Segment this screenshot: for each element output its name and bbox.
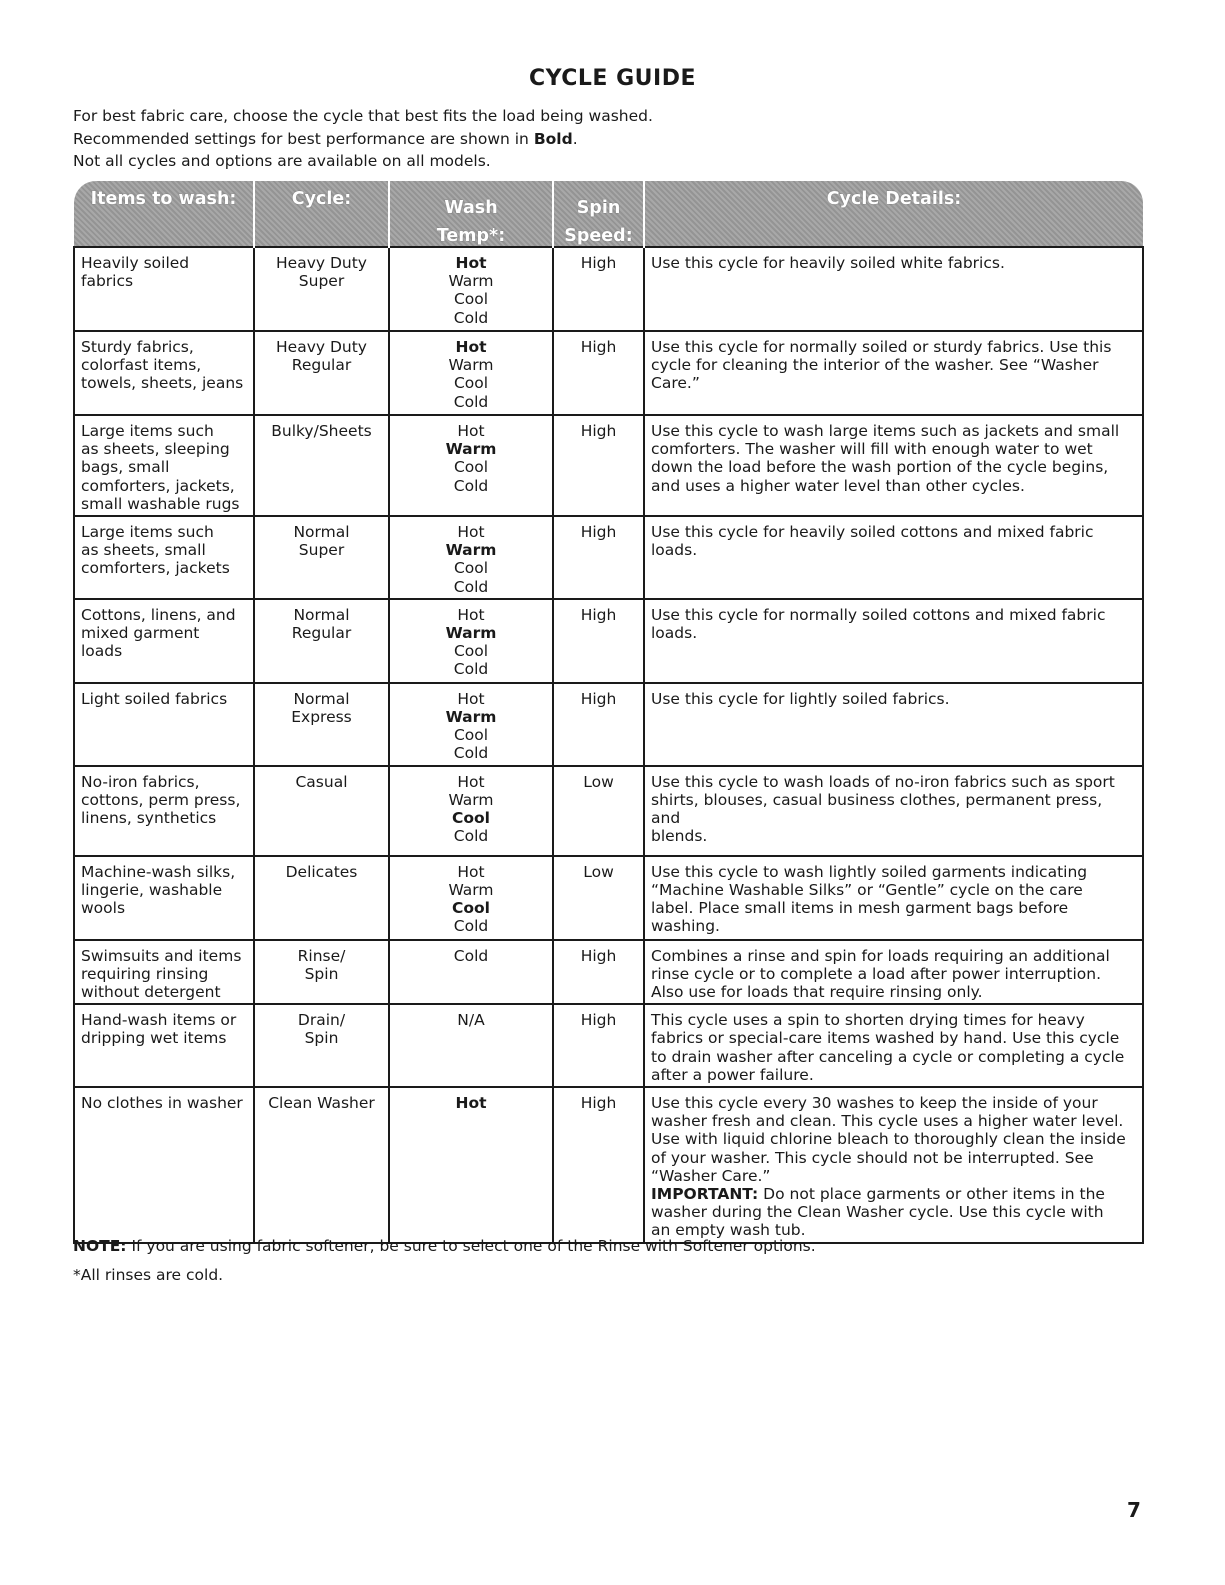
cycle-details-cell: [644, 1087, 1143, 1243]
temp-option: Warm: [448, 272, 494, 291]
spin-speed-cell: High: [553, 1087, 644, 1243]
cycle-line: Heavy Duty: [276, 338, 367, 356]
table-row: [74, 1087, 1143, 1243]
intro-line-1: For best fabric care, choose the cycle that best fits the load being washed.: [73, 107, 653, 125]
temp-option: Warm: [445, 440, 497, 459]
cycle-cell: [254, 940, 389, 1005]
items-line: comforters, jackets,: [81, 476, 235, 495]
details-line: loads.: [651, 624, 698, 643]
items-line: colorfast items,: [81, 356, 202, 375]
details-line: Combines a rinse and spin for loads requiring an additional: [651, 946, 1110, 965]
details-line: cycle for cleaning the interior of the washer. See “Washer: [651, 356, 1099, 375]
temp-option: Cool: [453, 642, 489, 661]
cycle-cell: [254, 1087, 389, 1243]
details-line: Use this cycle every 30 washes to keep the inside of your: [651, 1094, 1098, 1113]
cycle-cell: [254, 599, 389, 683]
items-line: Swimsuits and items: [81, 946, 242, 965]
details-line: blends.: [651, 827, 708, 846]
table-row: [74, 415, 1143, 516]
header-cycle: Cycle:: [254, 181, 389, 247]
cycle-line: Casual: [295, 772, 348, 791]
spin-speed-cell: High: [553, 1004, 644, 1087]
wash-temp-cell: [389, 856, 553, 940]
temp-option: Warm: [445, 708, 497, 727]
details-line: Use this cycle for normally soiled or sturdy fabrics. Use this: [651, 338, 1112, 356]
intro-line-3: Not all cycles and options are available on all models.: [73, 152, 491, 170]
table-row: [74, 683, 1143, 766]
items-cell: [74, 940, 254, 1005]
cycle-cell: [254, 683, 389, 766]
temp-option: Cold: [453, 476, 489, 495]
items-line: linens, synthetics: [81, 809, 217, 828]
page-number: 7: [1127, 1498, 1141, 1522]
details-line: Use this cycle for heavily soiled white fabrics.: [651, 254, 1005, 272]
details-line: Use this cycle to wash lightly soiled garments indicating: [651, 862, 1088, 881]
temp-option: Warm: [448, 790, 494, 809]
details-line: Use this cycle for lightly soiled fabrics.: [651, 689, 950, 708]
cycle-line: Super: [298, 541, 345, 560]
spin-speed-cell: High: [553, 247, 644, 331]
details-line: washer fresh and clean. This cycle uses a higher water level.: [651, 1112, 1124, 1131]
items-line: Machine-wash silks,: [81, 862, 236, 881]
details-line: Use this cycle for normally soiled cottons and mixed fabric: [651, 605, 1106, 624]
cycle-line: Delicates: [285, 862, 358, 881]
temp-option: Hot: [455, 1094, 487, 1113]
items-line: lingerie, washable: [81, 880, 223, 899]
temp-option: Hot: [457, 862, 485, 881]
items-line: Sturdy fabrics,: [81, 338, 194, 356]
details-line: Use this cycle to wash loads of no-iron fabrics such as sport: [651, 772, 1115, 791]
items-cell: [74, 1087, 254, 1243]
table-row: [74, 856, 1143, 940]
cycle-line: Spin: [304, 1029, 339, 1048]
temp-option: Warm: [448, 356, 494, 375]
items-cell: [74, 856, 254, 940]
header-spin-speed: Spin Speed:: [553, 181, 644, 247]
wash-temp-cell: [389, 415, 553, 516]
temp-option: Cold: [453, 917, 489, 936]
cycle-cell: [254, 247, 389, 331]
cycle-line: Spin: [304, 964, 339, 983]
cycle-cell: [254, 766, 389, 856]
items-cell: [74, 766, 254, 856]
items-line: loads: [81, 642, 123, 661]
table-row: [74, 247, 1143, 331]
cycle-details-cell: [644, 766, 1143, 856]
important-text: Do not place garments or other items in the: [763, 1185, 1105, 1204]
temp-option: Cool: [452, 809, 490, 828]
details-line: and uses a higher water level than other cycles.: [651, 476, 1025, 495]
details-line: after a power failure.: [651, 1065, 814, 1084]
details-line: of your washer. This cycle should not be interrupted. See: [651, 1148, 1094, 1167]
cycle-guide-table: [73, 181, 1144, 1244]
cycle-line: Super: [298, 272, 345, 291]
wash-temp-cell: [389, 766, 553, 856]
intro-line-2-prefix: Recommended settings for best performance are shown in: [73, 129, 534, 148]
temp-option: Cool: [453, 559, 489, 578]
cycle-cell: [254, 516, 389, 599]
important-text: washer during the Clean Washer cycle. Use this cycle with: [651, 1203, 1104, 1222]
items-line: without detergent: [81, 983, 221, 1002]
cycle-cell: [254, 415, 389, 516]
important-text: an empty wash tub.: [651, 1221, 806, 1240]
details-line: Use this cycle for heavily soiled cottons and mixed fabric: [651, 523, 1094, 542]
temp-option: Cold: [453, 744, 489, 763]
spin-speed-cell: High: [553, 415, 644, 516]
header-wash-temp: Wash Temp*:: [389, 181, 553, 247]
cycle-line: Drain/: [297, 1011, 346, 1030]
wash-temp-cell: [389, 516, 553, 599]
table-row: [74, 516, 1143, 599]
table-header: [74, 181, 1143, 247]
cycle-details-cell: [644, 516, 1143, 599]
table-body: [74, 247, 1143, 1243]
items-line: Heavily soiled: [81, 254, 190, 272]
details-line: Also use for loads that require rinsing only.: [651, 983, 983, 1002]
details-line: Use this cycle to wash large items such as jackets and small: [651, 422, 1120, 440]
items-line: Large items such: [81, 523, 214, 542]
items-line: Light soiled fabrics: [81, 689, 228, 708]
wash-temp-cell: [389, 1004, 553, 1087]
header-row: [74, 181, 1143, 247]
cycle-line: Regular: [291, 356, 352, 375]
temp-option: Warm: [445, 624, 497, 643]
table-row: [74, 599, 1143, 683]
table-row: [74, 766, 1143, 856]
temp-option: Cool: [453, 726, 489, 745]
temp-option: Cool: [453, 290, 489, 309]
items-cell: [74, 599, 254, 683]
cycle-line: Heavy Duty: [276, 254, 367, 272]
details-line: washing.: [651, 917, 720, 936]
intro-bold-word: Bold: [533, 129, 573, 148]
cycle-details-cell: [644, 247, 1143, 331]
cycle-line: Bulky/Sheets: [271, 422, 372, 440]
cycle-line: Express: [291, 708, 352, 727]
spin-speed-cell: Low: [553, 766, 644, 856]
notes: [73, 1236, 816, 1294]
items-cell: [74, 1004, 254, 1087]
temp-option: N/A: [457, 1011, 485, 1030]
cycle-line: Normal: [293, 605, 350, 624]
cycle-line: Rinse/: [297, 946, 346, 965]
items-line: wools: [81, 899, 126, 918]
important-label: IMPORTANT:: [651, 1185, 759, 1204]
spin-speed-cell: High: [553, 599, 644, 683]
spin-speed-cell: Low: [553, 856, 644, 940]
items-line: as sheets, sleeping: [81, 440, 230, 459]
spin-speed-cell: High: [553, 331, 644, 415]
items-line: comforters, jackets: [81, 559, 230, 578]
temp-option: Hot: [457, 605, 485, 624]
items-cell: [74, 683, 254, 766]
items-cell: [74, 247, 254, 331]
wash-temp-cell: [389, 1087, 553, 1243]
temp-option: Hot: [455, 254, 487, 272]
table-row: [74, 940, 1143, 1005]
cycle-details-cell: [644, 331, 1143, 415]
items-line: towels, sheets, jeans: [81, 374, 244, 393]
cycle-details-cell: [644, 1004, 1143, 1087]
intro-line-2-suffix: .: [572, 129, 578, 148]
items-cell: [74, 415, 254, 516]
items-line: No clothes in washer: [81, 1094, 243, 1113]
details-line: This cycle uses a spin to shorten drying times for heavy: [651, 1011, 1085, 1030]
temp-option: Cool: [452, 899, 490, 918]
spin-speed-cell: High: [553, 940, 644, 1005]
details-line: fabrics or special-care items washed by hand. Use this cycle: [651, 1029, 1120, 1048]
cycle-line: Regular: [291, 624, 352, 643]
details-line: “Washer Care.”: [651, 1166, 771, 1185]
temp-option: Warm: [445, 541, 497, 560]
cycle-details-cell: [644, 856, 1143, 940]
wash-temp-cell: [389, 331, 553, 415]
cycle-cell: [254, 1004, 389, 1087]
temp-option: Hot: [455, 338, 487, 356]
details-line: Care.”: [651, 374, 700, 393]
note-label: NOTE:: [73, 1237, 127, 1255]
items-line: No-iron fabrics,: [81, 772, 200, 791]
details-line: down the load before the wash portion of the cycle begins,: [651, 458, 1109, 477]
cycle-details-cell: [644, 683, 1143, 766]
cycle-details-cell: [644, 940, 1143, 1005]
cycle-line: Normal: [293, 523, 350, 542]
items-line: fabrics: [81, 272, 134, 291]
details-line: “Machine Washable Silks” or “Gentle” cycle on the care: [651, 880, 1083, 899]
details-line: loads.: [651, 541, 698, 560]
cycle-line: Normal: [293, 689, 350, 708]
details-line: shirts, blouses, casual business clothes, permanent press, and: [651, 790, 1103, 828]
items-line: Cottons, linens, and: [81, 605, 236, 624]
table-row: [74, 331, 1143, 415]
page-title: CYCLE GUIDE: [528, 66, 697, 91]
footnote: *All rinses are cold.: [73, 1266, 224, 1284]
wash-temp-cell: [389, 940, 553, 1005]
items-line: mixed garment: [81, 624, 200, 643]
cycle-cell: [254, 856, 389, 940]
temp-option: Warm: [448, 880, 494, 899]
details-line: rinse cycle or to complete a load after power interruption.: [651, 964, 1102, 983]
details-line: Use with liquid chlorine bleach to thoroughly clean the inside: [651, 1130, 1126, 1149]
items-cell: [74, 331, 254, 415]
details-line: label. Place small items in mesh garment bags before: [651, 899, 1069, 918]
temp-option: Cold: [453, 946, 489, 965]
items-line: requiring rinsing: [81, 964, 209, 983]
important-line: [651, 1185, 1136, 1203]
intro-line-2: [73, 128, 653, 151]
details-line: to drain washer after canceling a cycle or completing a cycle: [651, 1047, 1125, 1066]
items-cell: [74, 516, 254, 599]
temp-option: Hot: [457, 422, 485, 440]
table-row: [74, 1004, 1143, 1087]
temp-option: Hot: [457, 689, 485, 708]
wash-temp-cell: [389, 599, 553, 683]
spin-speed-cell: High: [553, 683, 644, 766]
items-line: small washable rugs: [81, 494, 240, 513]
temp-option: Cool: [453, 374, 489, 393]
spin-speed-cell: High: [553, 516, 644, 599]
cycle-cell: [254, 331, 389, 415]
temp-option: Hot: [457, 772, 485, 791]
details-line: comforters. The washer will fill with enough water to wet: [651, 440, 1093, 459]
temp-option: Hot: [457, 523, 485, 542]
items-line: Hand-wash items or: [81, 1011, 237, 1030]
temp-option: Cold: [453, 392, 489, 411]
items-line: as sheets, small: [81, 541, 206, 560]
cycle-details-cell: [644, 599, 1143, 683]
temp-option: Cold: [453, 827, 489, 846]
items-line: cottons, perm press,: [81, 790, 241, 809]
intro-text: [73, 105, 653, 173]
temp-option: Cold: [453, 308, 489, 327]
items-line: Large items such: [81, 422, 214, 440]
cycle-details-cell: [644, 415, 1143, 516]
note-text: If you are using fabric softener, be sure to select one of the Rinse with Softener options.: [126, 1237, 816, 1255]
wash-temp-cell: [389, 683, 553, 766]
cycle-line: Clean Washer: [268, 1094, 375, 1113]
note-line: [73, 1236, 816, 1256]
items-line: bags, small: [81, 458, 170, 477]
temp-option: Cold: [453, 577, 489, 596]
header-cycle-details: Cycle Details:: [644, 181, 1143, 247]
header-items: Items to wash:: [74, 181, 254, 247]
temp-option: Cool: [453, 458, 489, 477]
items-line: dripping wet items: [81, 1029, 227, 1048]
wash-temp-cell: [389, 247, 553, 331]
temp-option: Cold: [453, 660, 489, 679]
